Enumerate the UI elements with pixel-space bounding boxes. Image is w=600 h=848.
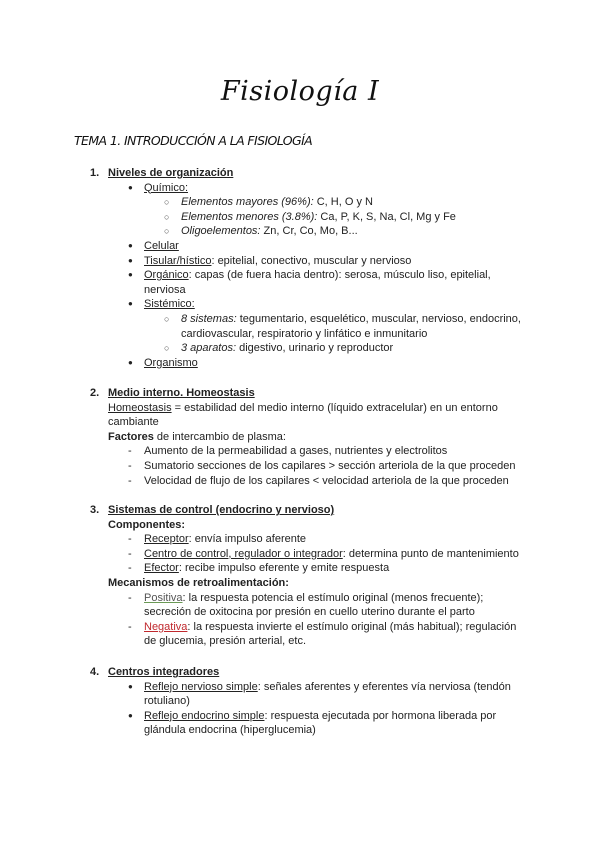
list-item [90, 591, 530, 620]
section-number: 2. [90, 387, 100, 399]
subheading: Mecanismos de retroalimentación: [108, 576, 289, 589]
item-label: Organismo [144, 356, 198, 369]
section-number: 1. [90, 167, 100, 179]
item-label: Receptor [144, 533, 189, 546]
item-text: Ca, P, K, S, Na, Cl, Mg y Fe [317, 210, 456, 223]
item-label: Celular [144, 239, 179, 252]
list-item [90, 547, 530, 562]
list-item [90, 254, 530, 269]
paragraph [108, 401, 530, 430]
item-text: : la respuesta potencia el estímulo original (menos frecuente); secreción de oxitocina por presión en cuello uterino durante el parto [144, 591, 484, 619]
item-label: Reflejo endocrino simple [144, 709, 265, 722]
text: de intercambio de plasma: [153, 430, 286, 443]
item-label: 3 aparatos: [181, 342, 237, 355]
list-item [90, 356, 530, 371]
list-item [90, 181, 530, 196]
item-label: 8 sistemas: [181, 312, 237, 325]
list-item [90, 341, 530, 356]
item-label: Elementos mayores (96%): [181, 196, 314, 209]
section-4 [90, 665, 530, 738]
item-label: Centro de control, regulador o integrador [144, 547, 343, 560]
list-item [90, 268, 530, 297]
section-heading: Sistemas de control (endocrino y nervioso) [108, 504, 335, 516]
section-number: 4. [90, 666, 100, 678]
list-item [90, 312, 530, 341]
section-heading: Medio interno. Homeostasis [108, 387, 255, 399]
item-text: digestivo, urinario y reproductor [236, 342, 394, 355]
section-heading: Niveles de organización [108, 167, 234, 179]
section-heading: Centros integradores [108, 666, 220, 678]
item-label: Orgánico [144, 269, 189, 282]
list-item [90, 297, 530, 312]
section-1 [90, 166, 530, 370]
term: Homeostasis [108, 401, 172, 414]
item-label: Tisular/hístico [144, 254, 212, 267]
item-text: : señales aferentes y eferentes vía nerviosa (tendón rotuliano) [144, 680, 511, 708]
list-item [90, 210, 530, 225]
list-item [90, 224, 530, 239]
item-text: Zn, Cr, Co, Mo, B... [260, 225, 358, 238]
list-item [90, 620, 530, 649]
list-item: - Aumento de la permeabilidad a gases, nutrientes y electrolitos [90, 444, 530, 459]
item-text: : envía impulso aferente [188, 533, 307, 546]
definition: = estabilidad del medio interno (líquido extracelular) en un entorno cambiante [108, 401, 498, 429]
topic-heading: TEMA 1. INTRODUCCIÓN A LA FISIOLOGÍA [74, 133, 313, 148]
list-item: - Sumatorio secciones de los capilares > sección arteriola de la que proceden [90, 459, 530, 474]
item-label: Negativa [144, 620, 188, 633]
item-label: Efector [144, 562, 179, 575]
item-label: Reflejo nervioso simple [144, 680, 258, 693]
list-item [90, 709, 530, 738]
list-item [90, 195, 530, 210]
subheading: Componentes: [108, 518, 185, 531]
list-item [90, 532, 530, 547]
item-text: : capas (de fuera hacia dentro): serosa, músculo liso, epitelial, nerviosa [144, 269, 491, 296]
item-text: : respuesta ejecutada por hormona liberada por glándula endocrina (hiperglucemia) [144, 709, 497, 737]
list-item [90, 561, 530, 576]
section-3 [90, 503, 530, 649]
section-number: 3. [90, 504, 100, 516]
item-text: : recibe impulso eferente y emite respuesta [178, 562, 390, 575]
paragraph [108, 430, 530, 445]
item-text: : determina punto de mantenimiento [342, 547, 519, 560]
item-text: C, H, O y N [313, 196, 373, 209]
item-label: Químico: [144, 181, 189, 194]
item-label: Positiva [144, 591, 183, 604]
term: Factores [108, 430, 154, 443]
item-label: Elementos menores (3.8%): [181, 210, 318, 223]
list-item: - Velocidad de flujo de los capilares < velocidad arteriola de la que proceden [90, 474, 530, 489]
list-item [90, 239, 530, 254]
list-item [90, 680, 530, 709]
item-text: tegumentario, esquelético, muscular, nervioso, endocrino, cardiovascular, respiratorio y linfático e inmunitario [181, 312, 521, 340]
section-2 [90, 386, 530, 488]
document-title: Fisiología I [220, 76, 380, 107]
item-text: : la respuesta invierte el estímulo original (más habitual); regulación de glucemia, presión arterial, etc. [144, 620, 517, 648]
item-text: : epitelial, conectivo, muscular y nervioso [211, 254, 412, 267]
item-label: Oligoelementos: [181, 225, 261, 238]
item-label: Sistémico: [144, 298, 195, 311]
